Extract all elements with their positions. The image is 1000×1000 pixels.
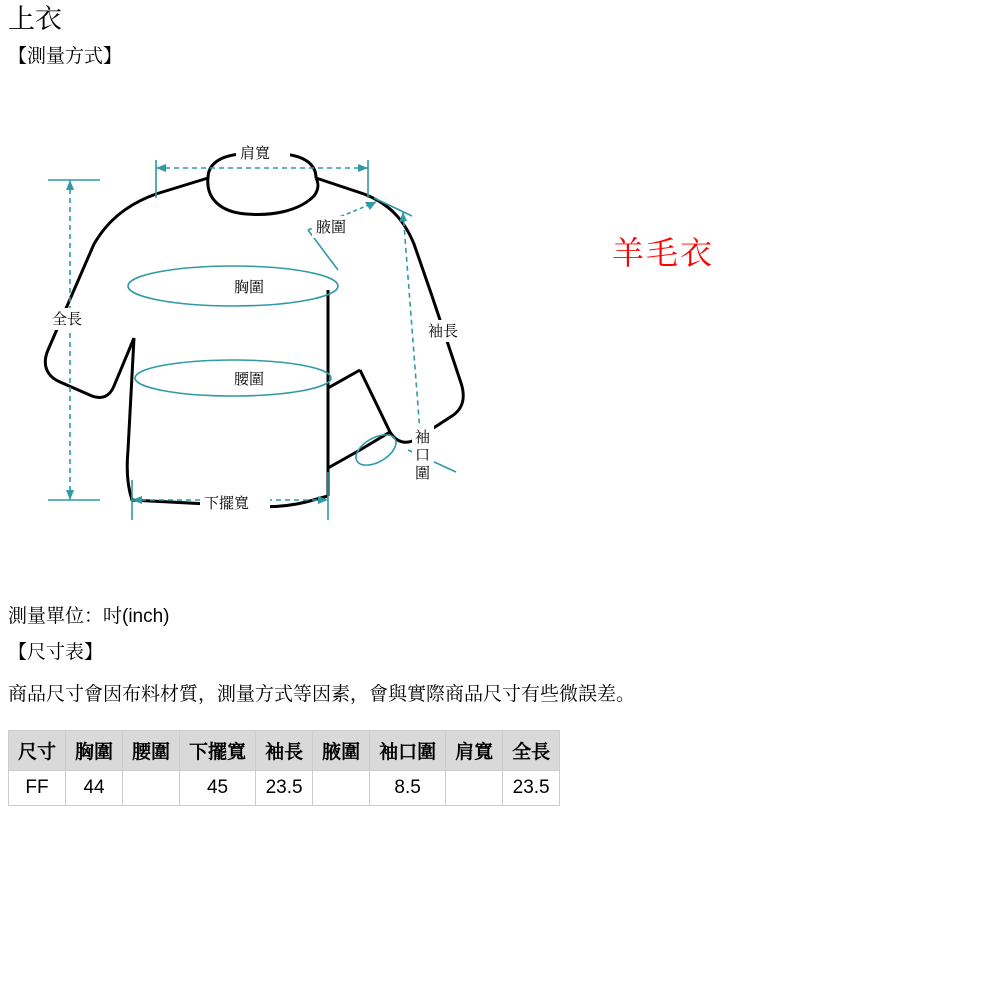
label-waist: 腰圍 — [234, 371, 265, 388]
page-title: 上衣 — [8, 4, 62, 34]
svg-text:圍: 圍 — [415, 465, 431, 482]
col-waist: 腰圍 — [123, 731, 180, 771]
col-size: 尺寸 — [9, 731, 66, 771]
cell-shoulder — [446, 771, 503, 806]
col-bust: 胸圍 — [66, 731, 123, 771]
cell-sleeve-length: 23.5 — [256, 771, 313, 806]
measurement-method-heading: 【測量方式】 — [8, 46, 123, 67]
cell-cuff: 8.5 — [370, 771, 446, 806]
col-hem: 下擺寬 — [180, 731, 256, 771]
cell-waist — [123, 771, 180, 806]
col-shoulder: 肩寬 — [446, 731, 503, 771]
col-sleeve-length: 袖長 — [256, 731, 313, 771]
cell-size: FF — [9, 771, 66, 806]
col-armhole: 腋圍 — [313, 731, 370, 771]
cell-armhole — [313, 771, 370, 806]
label-cuff: 袖 — [415, 429, 431, 446]
garment-measurement-diagram — [8, 120, 528, 540]
label-bust: 胸圍 — [234, 279, 265, 296]
col-full-length: 全長 — [503, 731, 560, 771]
col-cuff: 袖口圍 — [370, 731, 446, 771]
cell-bust: 44 — [66, 771, 123, 806]
label-shoulder: 肩寬 — [240, 145, 271, 162]
table-row — [9, 771, 560, 806]
label-hem: 下擺寬 — [204, 495, 250, 512]
label-full-length: 全長 — [52, 311, 83, 328]
size-chart-heading: 【尺寸表】 — [8, 642, 104, 663]
table-header-row — [9, 731, 560, 771]
cell-full-length: 23.5 — [503, 771, 560, 806]
cell-hem: 45 — [180, 771, 256, 806]
size-note: 商品尺寸會因布料材質，測量方式等因素，會與實際商品尺寸有些微誤差。 — [8, 684, 636, 705]
product-name-label: 羊毛衣 — [612, 234, 715, 272]
label-sleeve-length: 袖長 — [428, 323, 459, 340]
label-armhole: 腋圍 — [316, 219, 347, 236]
measurement-unit: 測量單位：吋(inch) — [8, 606, 170, 627]
svg-text:口: 口 — [415, 447, 431, 464]
size-table — [8, 730, 560, 806]
